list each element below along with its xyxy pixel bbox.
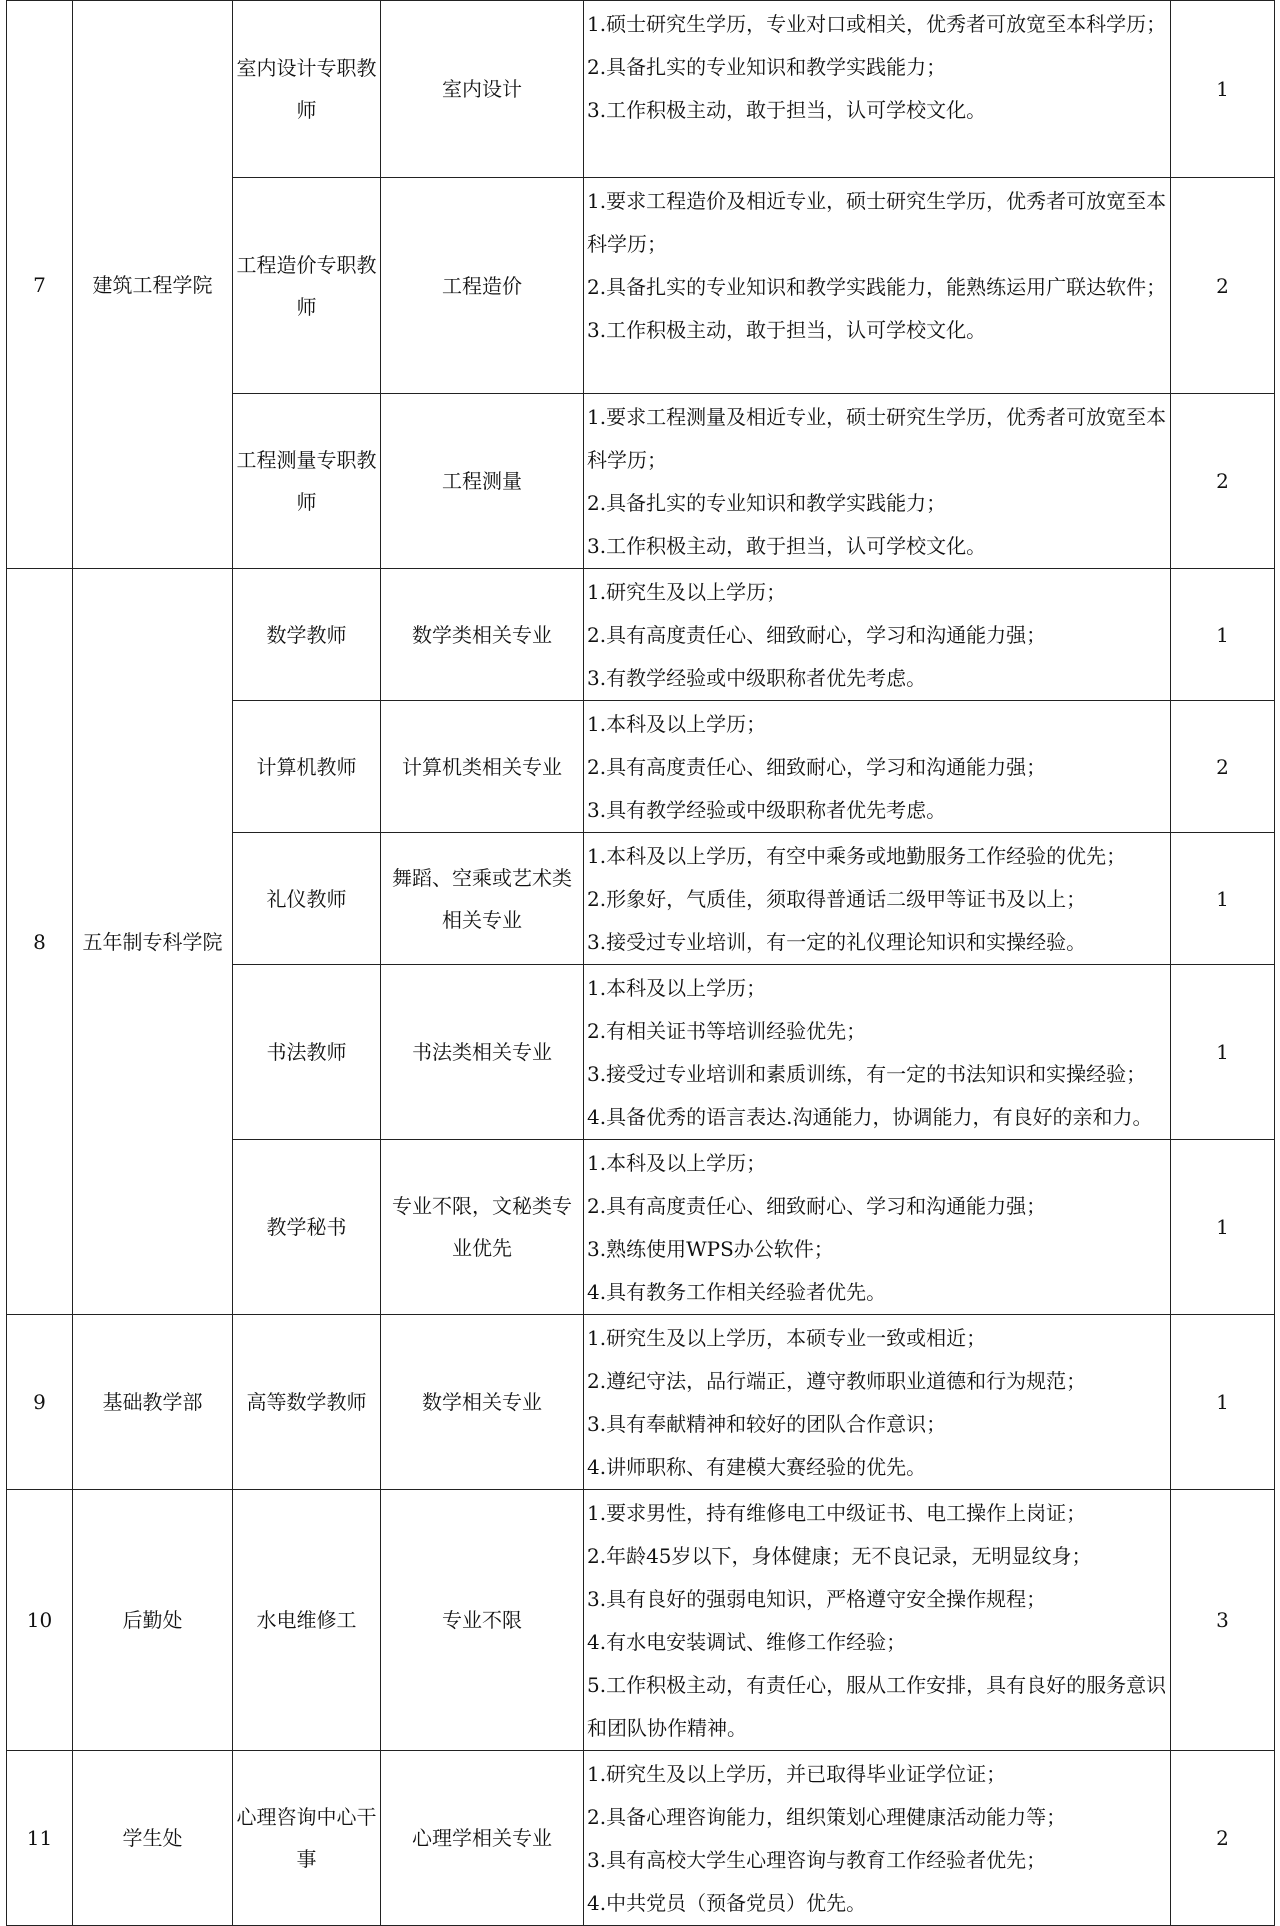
headcount: 1	[1171, 965, 1275, 1140]
major-requirement: 书法类相关专业	[381, 965, 584, 1140]
position-title: 书法教师	[233, 965, 381, 1140]
requirement-line: 1.研究生及以上学历；	[587, 580, 787, 604]
requirements-cell	[584, 965, 1171, 1140]
requirements-cell	[584, 1315, 1171, 1490]
requirements-cell	[584, 1751, 1171, 1926]
requirement-line: 3.熟练使用WPS办公软件；	[587, 1237, 834, 1261]
unit-number: 8	[7, 569, 73, 1315]
position-title: 高等数学教师	[233, 1315, 381, 1490]
requirement-line: 3.工作积极主动，敢于担当，认可学校文化。	[587, 98, 987, 122]
headcount: 1	[1171, 569, 1275, 701]
position-title: 数学教师	[233, 569, 381, 701]
requirements-cell	[584, 1490, 1171, 1751]
requirements-cell	[584, 1140, 1171, 1315]
requirement-line: 1.本科及以上学历；	[587, 976, 767, 1000]
requirement-line: 3.接受过专业培训，有一定的礼仪理论知识和实操经验。	[587, 930, 1087, 954]
requirement-line: 4.中共党员（预备党员）优先。	[587, 1891, 867, 1915]
requirement-line: 2.具有高度责任心、细致耐心，学习和沟通能力强；	[587, 755, 1047, 779]
requirement-line: 3.工作积极主动，敢于担当，认可学校文化。	[587, 534, 987, 558]
unit-number: 10	[7, 1490, 73, 1751]
requirement-line: 2.具有高度责任心、细致耐心，学习和沟通能力强；	[587, 623, 1047, 647]
requirements-cell	[584, 394, 1171, 569]
table-row	[7, 569, 1275, 701]
requirement-line: 2.具备扎实的专业知识和教学实践能力；	[587, 55, 947, 79]
requirement-line: 1.要求男性，持有维修电工中级证书、电工操作上岗证；	[587, 1501, 1087, 1525]
headcount: 1	[1171, 1315, 1275, 1490]
position-title: 工程造价专职教师	[233, 178, 381, 394]
headcount: 2	[1171, 394, 1275, 569]
headcount: 1	[1171, 1, 1275, 178]
major-requirement: 舞蹈、空乘或艺术类相关专业	[381, 833, 584, 965]
major-requirement: 工程造价	[381, 178, 584, 394]
major-requirement: 心理学相关专业	[381, 1751, 584, 1926]
requirement-line: 4.讲师职称、有建模大赛经验的优先。	[587, 1455, 927, 1479]
major-requirement: 室内设计	[381, 1, 584, 178]
table-row	[7, 1, 1275, 178]
table-row	[7, 1490, 1275, 1751]
major-requirement: 数学类相关专业	[381, 569, 584, 701]
unit-number: 7	[7, 1, 73, 569]
position-title: 水电维修工	[233, 1490, 381, 1751]
requirement-line: 2.具有高度责任心、细致耐心、学习和沟通能力强；	[587, 1194, 1047, 1218]
department-name: 建筑工程学院	[73, 1, 233, 569]
requirement-line: 2.具备扎实的专业知识和教学实践能力，能熟练运用广联达软件；	[587, 275, 1167, 299]
requirement-line: 1.本科及以上学历；	[587, 1151, 767, 1175]
position-title: 计算机教师	[233, 701, 381, 833]
requirement-line: 2.具备心理咨询能力，组织策划心理健康活动能力等；	[587, 1805, 1067, 1829]
table-row	[7, 1751, 1275, 1926]
requirement-line: 1.本科及以上学历，有空中乘务或地勤服务工作经验的优先；	[587, 844, 1127, 868]
requirement-line: 3.具有高校大学生心理咨询与教育工作经验者优先；	[587, 1848, 1047, 1872]
requirement-line: 3.接受过专业培训和素质训练，有一定的书法知识和实操经验；	[587, 1062, 1147, 1086]
major-requirement: 工程测量	[381, 394, 584, 569]
requirement-line: 5.工作积极主动，有责任心，服从工作安排，具有良好的服务意识和团队协作精神。	[587, 1673, 1167, 1740]
requirement-line: 3.具有教学经验或中级职称者优先考虑。	[587, 798, 947, 822]
table-row	[7, 1315, 1275, 1490]
requirement-line: 1.硕士研究生学历，专业对口或相关，优秀者可放宽至本科学历；	[587, 12, 1167, 36]
requirements-cell	[584, 178, 1171, 394]
requirement-line: 1.要求工程测量及相近专业，硕士研究生学历，优秀者可放宽至本科学历；	[587, 405, 1167, 472]
major-requirement: 数学相关专业	[381, 1315, 584, 1490]
unit-number: 9	[7, 1315, 73, 1490]
requirement-line: 2.具备扎实的专业知识和教学实践能力；	[587, 491, 947, 515]
requirement-line: 3.具有良好的强弱电知识，严格遵守安全操作规程；	[587, 1587, 1047, 1611]
department-name: 五年制专科学院	[73, 569, 233, 1315]
requirement-line: 4.具有教务工作相关经验者优先。	[587, 1280, 887, 1304]
requirement-line: 4.有水电安装调试、维修工作经验；	[587, 1630, 907, 1654]
major-requirement: 专业不限，文秘类专业优先	[381, 1140, 584, 1315]
requirement-line: 1.研究生及以上学历，本硕专业一致或相近；	[587, 1326, 987, 1350]
department-name: 学生处	[73, 1751, 233, 1926]
requirement-line: 3.工作积极主动，敢于担当，认可学校文化。	[587, 318, 987, 342]
position-title: 室内设计专职教师	[233, 1, 381, 178]
headcount: 2	[1171, 701, 1275, 833]
major-requirement: 计算机类相关专业	[381, 701, 584, 833]
requirement-line: 3.有教学经验或中级职称者优先考虑。	[587, 666, 927, 690]
requirement-line: 1.研究生及以上学历，并已取得毕业证学位证；	[587, 1762, 1007, 1786]
requirement-line: 3.具有奉献精神和较好的团队合作意识；	[587, 1412, 947, 1436]
requirement-line: 4.具备优秀的语言表达.沟通能力，协调能力，有良好的亲和力。	[587, 1105, 1153, 1129]
requirement-line: 2.遵纪守法，品行端正，遵守教师职业道德和行为规范；	[587, 1369, 1087, 1393]
headcount: 1	[1171, 833, 1275, 965]
department-name: 后勤处	[73, 1490, 233, 1751]
position-title: 教学秘书	[233, 1140, 381, 1315]
recruitment-table	[6, 0, 1275, 1926]
position-title: 礼仪教师	[233, 833, 381, 965]
requirement-line: 2.形象好，气质佳，须取得普通话二级甲等证书及以上；	[587, 887, 1087, 911]
department-name: 基础教学部	[73, 1315, 233, 1490]
requirement-line: 1.本科及以上学历；	[587, 712, 767, 736]
headcount: 1	[1171, 1140, 1275, 1315]
requirement-line: 2.年龄45岁以下，身体健康；无不良记录，无明显纹身；	[587, 1544, 1092, 1568]
requirements-cell	[584, 701, 1171, 833]
headcount: 2	[1171, 178, 1275, 394]
requirement-line: 1.要求工程造价及相近专业，硕士研究生学历，优秀者可放宽至本科学历；	[587, 189, 1167, 256]
headcount: 3	[1171, 1490, 1275, 1751]
headcount: 2	[1171, 1751, 1275, 1926]
requirements-cell	[584, 569, 1171, 701]
requirement-line: 2.有相关证书等培训经验优先；	[587, 1019, 867, 1043]
unit-number: 11	[7, 1751, 73, 1926]
position-title: 工程测量专职教师	[233, 394, 381, 569]
requirements-cell	[584, 1, 1171, 178]
position-title: 心理咨询中心干事	[233, 1751, 381, 1926]
major-requirement: 专业不限	[381, 1490, 584, 1751]
requirements-cell	[584, 833, 1171, 965]
